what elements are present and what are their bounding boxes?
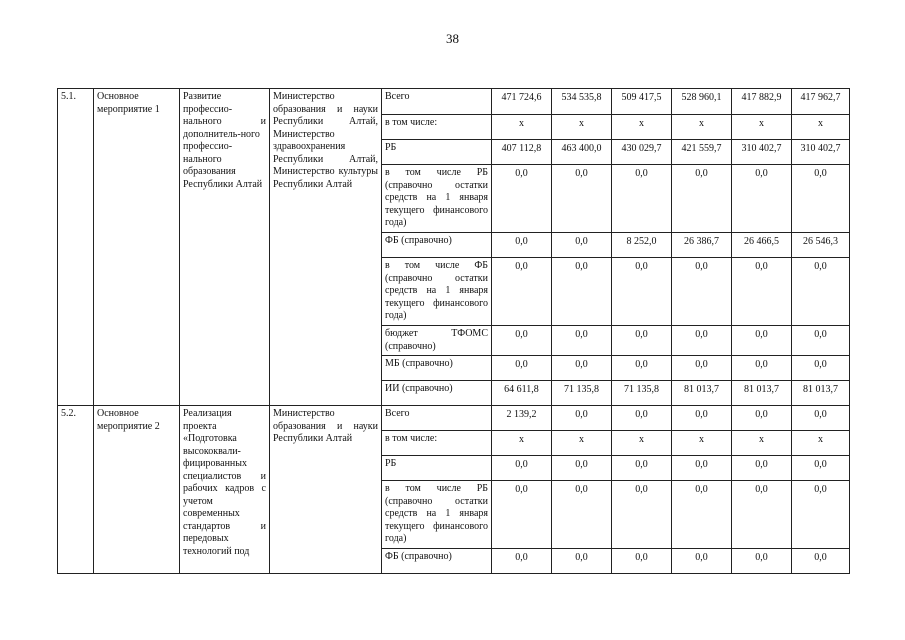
event-number: 5.1.	[58, 89, 94, 406]
funding-value: 0,0	[552, 165, 612, 233]
funding-value: 0,0	[612, 165, 672, 233]
funding-value: 0,0	[552, 258, 612, 326]
funding-value: 310 402,7	[792, 140, 850, 165]
financing-table	[57, 88, 850, 574]
funding-value: 417 962,7	[792, 89, 850, 115]
funding-value: 0,0	[732, 549, 792, 574]
funding-value: 310 402,7	[732, 140, 792, 165]
funding-value: 0,0	[672, 356, 732, 381]
funding-value: 81 013,7	[792, 381, 850, 406]
funding-value: 0,0	[792, 165, 850, 233]
funding-value: 0,0	[492, 165, 552, 233]
funding-source: РБ	[382, 140, 492, 165]
funding-value: 0,0	[492, 258, 552, 326]
funding-value: 0,0	[612, 456, 672, 481]
funding-value: 64 611,8	[492, 381, 552, 406]
funding-value: 0,0	[792, 456, 850, 481]
funding-value: 528 960,1	[672, 89, 732, 115]
funding-value: 0,0	[552, 549, 612, 574]
funding-value: 430 029,7	[612, 140, 672, 165]
funding-value: 0,0	[492, 481, 552, 549]
event-number: 5.2.	[58, 406, 94, 574]
funding-value: 0,0	[732, 165, 792, 233]
funding-source: РБ	[382, 456, 492, 481]
funding-value: 0,0	[552, 356, 612, 381]
funding-value: 0,0	[612, 549, 672, 574]
event-name: Развитие профессио-нального и дополнитель-ного профессио-нального образования Республики Алтай	[180, 89, 270, 406]
funding-source: ФБ (справочно)	[382, 549, 492, 574]
funding-value: 0,0	[492, 356, 552, 381]
funding-value: 0,0	[732, 456, 792, 481]
funding-value: 421 559,7	[672, 140, 732, 165]
funding-value: 0,0	[732, 406, 792, 431]
table-row	[58, 406, 850, 431]
funding-source: Всего	[382, 406, 492, 431]
funding-value: x	[612, 431, 672, 456]
funding-value: x	[612, 115, 672, 140]
funding-value: 417 882,9	[732, 89, 792, 115]
event-name: Реализация проекта «Подготовка высококвали-фицированных специалистов и рабочих кадров с учетом современных стандартов и передовых технологий под	[180, 406, 270, 574]
funding-value: 0,0	[672, 456, 732, 481]
table-row	[58, 89, 850, 115]
funding-value: 0,0	[672, 165, 732, 233]
event-type: Основное мероприятие 1	[94, 89, 180, 406]
funding-value: 463 400,0	[552, 140, 612, 165]
funding-value: 534 535,8	[552, 89, 612, 115]
funding-value: x	[552, 431, 612, 456]
funding-value: x	[492, 115, 552, 140]
event-executor: Министерство образования и науки Республики Алтай	[270, 406, 382, 574]
funding-value: 0,0	[612, 326, 672, 356]
funding-value: 26 466,5	[732, 233, 792, 258]
funding-value: x	[732, 431, 792, 456]
funding-value: 2 139,2	[492, 406, 552, 431]
funding-value: 0,0	[672, 549, 732, 574]
funding-value: 0,0	[672, 406, 732, 431]
funding-value: 0,0	[732, 258, 792, 326]
funding-value: 0,0	[552, 233, 612, 258]
funding-source: ИИ (справочно)	[382, 381, 492, 406]
funding-value: 71 135,8	[612, 381, 672, 406]
funding-value: 71 135,8	[552, 381, 612, 406]
funding-value: 0,0	[792, 406, 850, 431]
funding-source: в том числе РБ (справочно остатки средств на 1 января текущего финансового года)	[382, 481, 492, 549]
funding-value: 0,0	[492, 549, 552, 574]
funding-value: 407 112,8	[492, 140, 552, 165]
funding-value: 0,0	[792, 481, 850, 549]
funding-source: в том числе ФБ (справочно остатки средств на 1 января текущего финансового года)	[382, 258, 492, 326]
event-executor: Министерство образования и науки Республики Алтай, Министерство здравоохранения Республики Алтай, Министерство культуры Республики Алтай	[270, 89, 382, 406]
funding-value: 509 417,5	[612, 89, 672, 115]
funding-value: 0,0	[552, 481, 612, 549]
funding-value: x	[792, 115, 850, 140]
funding-value: 81 013,7	[732, 381, 792, 406]
page-number: 38	[446, 31, 459, 46]
funding-value: x	[672, 115, 732, 140]
funding-value: 0,0	[732, 326, 792, 356]
funding-value: 81 013,7	[672, 381, 732, 406]
event-type: Основное мероприятие 2	[94, 406, 180, 574]
funding-source: бюджет ТФОМС (справочно)	[382, 326, 492, 356]
funding-source: Всего	[382, 89, 492, 115]
funding-value: 0,0	[612, 356, 672, 381]
funding-value: 0,0	[792, 326, 850, 356]
funding-value: 0,0	[612, 406, 672, 431]
funding-value: 0,0	[552, 456, 612, 481]
funding-source: МБ (справочно)	[382, 356, 492, 381]
funding-value: 471 724,6	[492, 89, 552, 115]
funding-value: 0,0	[672, 481, 732, 549]
funding-value: 0,0	[672, 326, 732, 356]
funding-value: x	[672, 431, 732, 456]
funding-value: 0,0	[612, 258, 672, 326]
funding-value: 0,0	[792, 258, 850, 326]
funding-source: ФБ (справочно)	[382, 233, 492, 258]
funding-value: x	[552, 115, 612, 140]
funding-value: x	[792, 431, 850, 456]
funding-value: 0,0	[792, 356, 850, 381]
funding-value: 0,0	[492, 233, 552, 258]
funding-value: 0,0	[492, 326, 552, 356]
funding-value: 0,0	[672, 258, 732, 326]
funding-source: в том числе РБ (справочно остатки средств на 1 января текущего финансового года)	[382, 165, 492, 233]
funding-value: 0,0	[492, 456, 552, 481]
funding-value: 0,0	[552, 326, 612, 356]
funding-source: в том числе:	[382, 431, 492, 456]
funding-value: x	[492, 431, 552, 456]
funding-value: 0,0	[612, 481, 672, 549]
funding-value: 0,0	[792, 549, 850, 574]
funding-source: в том числе:	[382, 115, 492, 140]
funding-value: 26 386,7	[672, 233, 732, 258]
funding-value: 0,0	[732, 481, 792, 549]
funding-value: x	[732, 115, 792, 140]
funding-value: 8 252,0	[612, 233, 672, 258]
funding-value: 0,0	[552, 406, 612, 431]
funding-value: 26 546,3	[792, 233, 850, 258]
funding-value: 0,0	[732, 356, 792, 381]
